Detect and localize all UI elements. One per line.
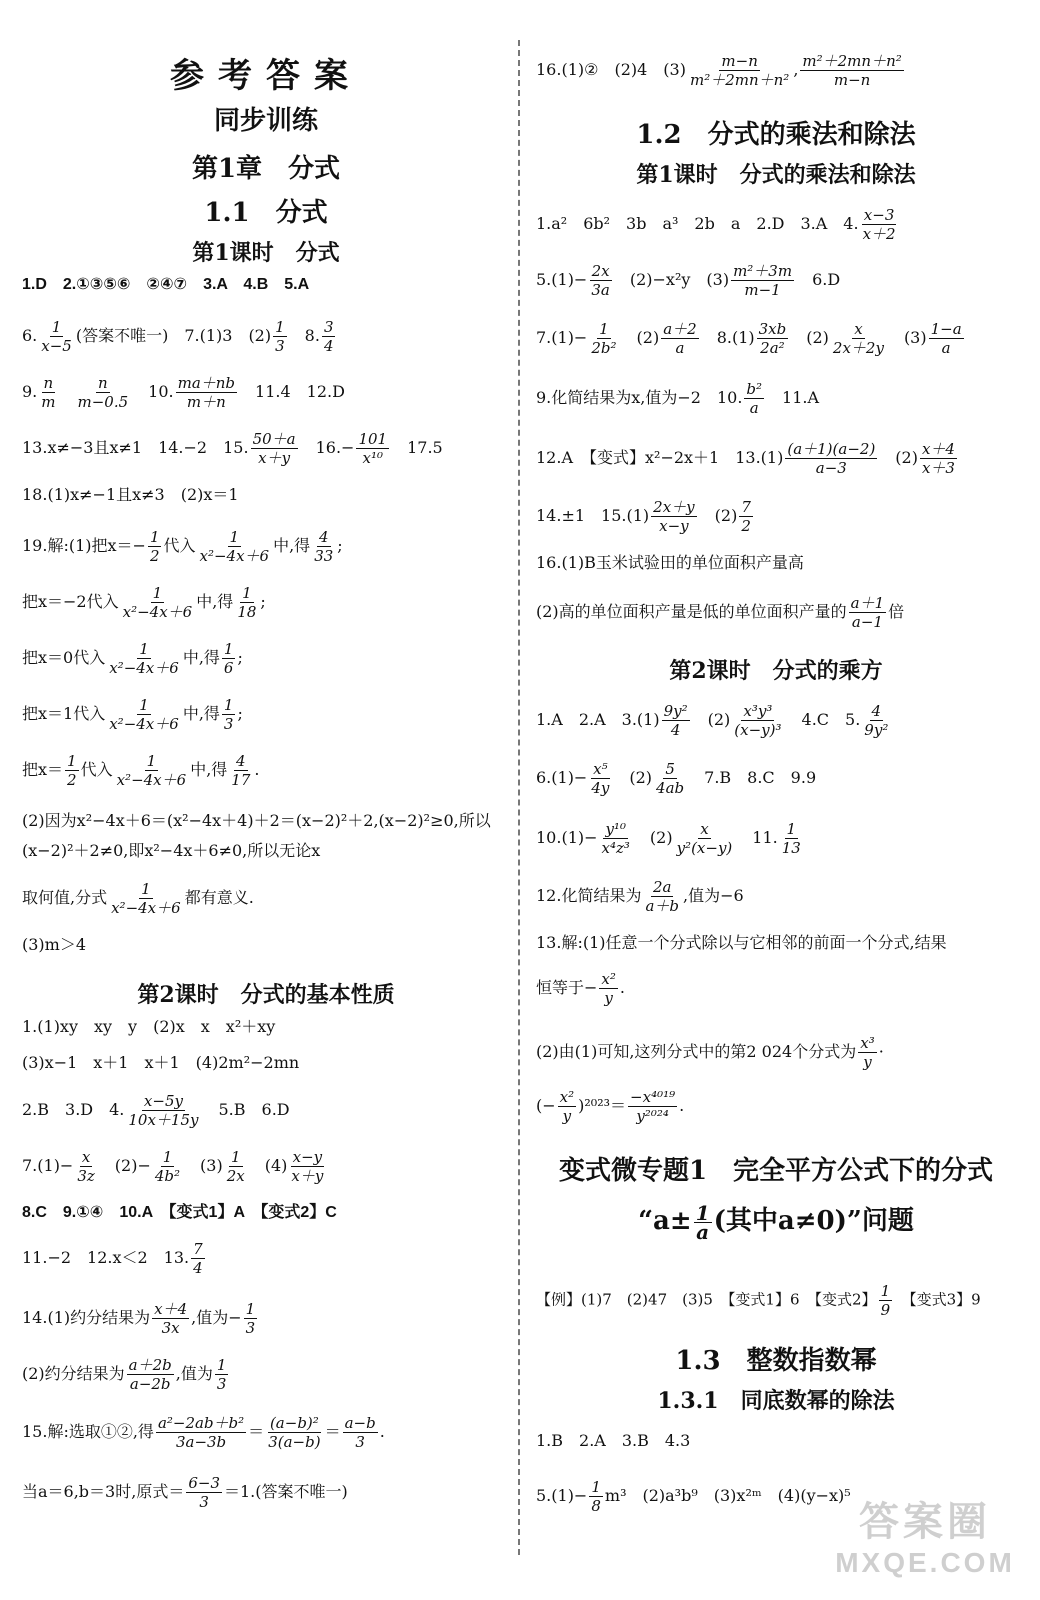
answer-line: 取何值,分式 $\frac{1}{\text{x²−4x＋6}}$ 都有意义. bbox=[22, 880, 254, 917]
answer-line: (2)高的单位面积产量是低的单位面积产量的 $\frac{a+1}{a-1}$ 倍 bbox=[536, 594, 905, 631]
fraction: $\frac{\text{m²＋2mn＋n²}}{m-n}$ bbox=[802, 52, 902, 89]
page-title: 参考答案 bbox=[170, 56, 362, 96]
fraction: $\frac{\text{(a−b)²}}{3(a-b)}$ bbox=[268, 1414, 321, 1451]
fraction: $\frac{7}{2}$ bbox=[741, 498, 751, 535]
fraction: $\frac{1}{3}$ bbox=[275, 318, 285, 355]
fraction: $\frac{a+1}{a-1}$ bbox=[850, 594, 885, 631]
fraction: $\frac{\text{y¹⁰}}{\text{x⁴z³}}$ bbox=[601, 820, 630, 857]
fraction: $\frac{n}{m}$ bbox=[41, 374, 56, 411]
fraction: $\frac{\text{x³}}{y}$ bbox=[860, 1034, 875, 1071]
answer-line: 9.化简结果为x,值为−2 10. $\frac{\text{b²}}{a}$ 11.A bbox=[536, 380, 820, 417]
answer-line: (3)m＞4 bbox=[22, 935, 87, 954]
fraction: $\frac{5}{4ab}$ bbox=[656, 760, 685, 797]
answer-line: (2)由(1)可知,这列分式中的第2 024个分式为 $\frac{\text{x³}}{y}$ · bbox=[536, 1034, 884, 1071]
fraction: $\frac{\text{x²}}{y}$ bbox=[601, 970, 616, 1007]
fraction: $\frac{1}{6}$ bbox=[223, 640, 234, 677]
column-divider bbox=[518, 40, 520, 1555]
fraction: $\frac{n}{m-0.5}$ bbox=[77, 374, 129, 411]
answer-line: 16.(1)B玉米试验田的单位面积产量高 bbox=[536, 553, 804, 572]
fraction: $\frac{x}{3z}$ bbox=[77, 1148, 95, 1185]
fraction: $\frac{\text{x⁵}}{4y}$ bbox=[591, 760, 610, 797]
fraction: $\frac{1}{13}$ bbox=[781, 820, 801, 857]
lesson-title: 第2课时 分式的乘方 bbox=[669, 658, 883, 684]
fraction: $\frac{1}{18}$ bbox=[237, 584, 257, 621]
fraction: $\frac{a+2}{a}$ bbox=[663, 320, 697, 357]
fraction: $\frac{1}{\text{x²−4x＋6}}$ bbox=[116, 752, 187, 789]
fraction: $\frac{4}{33}$ bbox=[314, 528, 334, 565]
fraction: $\frac{1}{2}$ bbox=[149, 528, 160, 565]
fraction: $\frac{1}{2}$ bbox=[67, 752, 77, 789]
section-title: 同步训练 bbox=[213, 106, 318, 136]
fraction: $\frac{a-b}{3}$ bbox=[344, 1414, 376, 1451]
lesson-title: 第1课时 分式 bbox=[192, 240, 340, 266]
answer-line: 当a＝6,b＝3时,原式＝ $\frac{6-3}{3}$ ＝1.(答案不唯一) bbox=[22, 1474, 348, 1511]
fraction: $\frac{1}{\text{2b²}}$ bbox=[591, 320, 617, 357]
fraction: $\frac{2x}{3a}$ bbox=[591, 262, 610, 299]
fraction: $\frac{4}{\text{9y²}}$ bbox=[864, 702, 889, 739]
fraction: $\frac{x+4}{x+3}$ bbox=[921, 440, 955, 477]
chapter-title: 第1章 分式 bbox=[191, 154, 341, 184]
subsection-title: 1.2 分式的乘法和除法 bbox=[636, 120, 916, 150]
fraction: $\frac{\text{9y²}}{4}$ bbox=[663, 702, 688, 739]
answer-line: 1.B 2.A 3.B 4.3 bbox=[536, 1431, 691, 1450]
answer-line: 16.(1)② (2)4 (3) $\frac{m-n}{\text{m²＋2mn＋n²}}$ , $\frac{\text{m²＋2mn＋n²}}{m-n}$ bbox=[536, 52, 902, 89]
answer-line: 【例】(1)7 (2)47 (3)5 【变式1】6 【变式2】 $\frac{1}{9}$ 【变式3】9 bbox=[536, 1282, 981, 1319]
fraction: $\frac{\text{x²}}{y}$ bbox=[559, 1088, 575, 1125]
fraction: $\frac{\text{a²−2ab＋b²}}{3a-3b}$ bbox=[157, 1414, 245, 1451]
answer-line: 把x＝−2代入 $\frac{1}{\text{x²−4x＋6}}$ 中,得 $\frac{1}{18}$ ; bbox=[22, 584, 266, 621]
subsection-title: 1.3 整数指数幂 bbox=[675, 1346, 877, 1376]
answer-line: 1.(1)xy xy y (2)x x x²＋xy bbox=[22, 1017, 276, 1036]
answer-line: 5.(1)− $\frac{1}{8}$ m³ (2)a³b⁹ (3)x²ᵐ (4)(y−x)⁵ bbox=[536, 1478, 851, 1515]
fraction: $\frac{1}{2x}$ bbox=[226, 1148, 245, 1185]
answer-line: 1.a² 6b² 3b a³ 2b a 2.D 3.A 4. $\frac{x-3}{x+2}$ bbox=[536, 206, 896, 243]
answer-line: 13.解:(1)任意一个分式除以与它相邻的前面一个分式,结果 bbox=[536, 933, 947, 952]
fraction: $\frac{1-a}{a}$ bbox=[930, 320, 962, 357]
fraction: $\frac{7}{4}$ bbox=[193, 1240, 203, 1277]
watermark-logo: 答案圈 MXQE.COM bbox=[835, 1500, 1015, 1578]
fraction: $\frac{3xb}{\text{2a²}}$ bbox=[758, 320, 787, 357]
answer-line: 把x＝1代入 $\frac{1}{\text{x²−4x＋6}}$ 中,得 $\frac{1}{3}$ ; bbox=[22, 696, 243, 733]
fraction: $\frac{1}{\text{x²−4x＋6}}$ bbox=[111, 880, 181, 917]
answer-line: (− $\frac{\text{x²}}{y}$ )²⁰²³＝ $\frac{\text{−x⁴⁰¹⁹}}{\text{y²⁰²⁴}}$ . bbox=[536, 1088, 685, 1125]
answer-line: 7.(1)− $\frac{x}{3z}$ (2)− $\frac{1}{\text{4b²}}$ (3) $\frac{1}{2x}$ (4) $\frac{x-y}{x+y}$ bbox=[22, 1148, 324, 1185]
answer-line: 14.(1)约分结果为 $\frac{x+4}{3x}$ ,值为− $\frac{1}{3}$ bbox=[22, 1300, 256, 1337]
answer-line: 6.(1)− $\frac{\text{x⁵}}{4y}$ (2) $\frac{5}{4ab}$ 7.B 8.C 9.9 bbox=[536, 760, 817, 797]
fraction: $\frac{3}{4}$ bbox=[323, 318, 334, 355]
answer-line: 6. $\frac{1}{x-5}$ (答案不唯一) 7.(1)3 (2) $\frac{1}{3}$ 8. $\frac{3}{4}$ bbox=[22, 318, 334, 355]
fraction: $\frac{\text{−x⁴⁰¹⁹}}{\text{y²⁰²⁴}}$ bbox=[630, 1088, 676, 1125]
fraction: $\frac{m-n}{\text{m²＋2mn＋n²}}$ bbox=[689, 52, 790, 89]
answer-line: 2.B 3.D 4. $\frac{x-5y}{10x+15y}$ 5.B 6.D bbox=[22, 1092, 290, 1129]
answer-line: 1.D 2.①③⑤⑥ ②④⑦ 3.A 4.B 5.A bbox=[22, 276, 310, 293]
answer-paragraph: (2)因为x²−4x＋6＝(x²−4x＋4)＋2＝(x−2)²＋2,(x−2)²≥0,所以(x−2)²＋2≠0,即x²−4x＋6≠0,所以无论x bbox=[22, 811, 491, 860]
fraction: $\frac{50+a}{x+y}$ bbox=[252, 430, 296, 467]
answer-line: 13.x≠−3且x≠1 14.−2 15. $\frac{50+a}{x+y}$ 16.− $\frac{101}{\text{x¹⁰}}$ 17.5 bbox=[22, 430, 443, 467]
subsection-title: 1.3.1 同底数幂的除法 bbox=[657, 1388, 895, 1414]
lesson-title: 第2课时 分式的基本性质 bbox=[137, 982, 395, 1008]
answer-line: (3)x−1 x＋1 x＋1 (4)2m²−2mn bbox=[22, 1053, 300, 1072]
fraction: $\frac{101}{\text{x¹⁰}}$ bbox=[358, 430, 388, 467]
fraction: $\frac{1}{3}$ bbox=[245, 1300, 256, 1337]
answer-line: (2)约分结果为 $\frac{a+2b}{a-2b}$ ,值为 $\frac{1}{3}$ bbox=[22, 1356, 227, 1393]
answer-line: 8.C 9.①④ 10.A 【变式1】A 【变式2】C bbox=[22, 1204, 337, 1221]
answer-line: 14.±1 15.(1) $\frac{2x+y}{x-y}$ (2) $\frac{7}{2}$ bbox=[536, 498, 751, 535]
fraction: $\frac{2a}{a+b}$ bbox=[645, 878, 679, 915]
answer-line: 1.A 2.A 3.(1) $\frac{\text{9y²}}{4}$ (2) $\frac{\text{x³y³}}{\text{(x−y)³}}$ 4.C 5. $\frac{4}{\text{9y²}}$ bbox=[536, 702, 889, 739]
fraction: $\frac{a+2b}{a-2b}$ bbox=[128, 1356, 172, 1393]
special-topic-title: 变式微专题1 完全平方公式下的分式 bbox=[558, 1156, 994, 1186]
fraction: $\frac{x-y}{x+y}$ bbox=[291, 1148, 324, 1185]
fraction: $\frac{x-5y}{10x+15y}$ bbox=[128, 1092, 199, 1129]
fraction: $\frac{\text{m²＋3m}}{m-1}$ bbox=[733, 262, 793, 299]
answer-line: 12.化简结果为 $\frac{2a}{a+b}$ ,值为−6 bbox=[536, 878, 744, 915]
answer-line: 9. $\frac{n}{m}$ $\frac{n}{m-0.5}$ 10. $\frac{ma+nb}{m+n}$ 11.4 12.D bbox=[22, 374, 345, 411]
fraction: $\frac{x+4}{3x}$ bbox=[154, 1300, 188, 1337]
fraction: $\frac{4}{17}$ bbox=[231, 752, 251, 789]
fraction: $\frac{1}{\text{x²−4x＋6}}$ bbox=[122, 584, 193, 621]
fraction: $\frac{\text{b²}}{a}$ bbox=[746, 380, 763, 417]
fraction: $\frac{1}{3}$ bbox=[223, 696, 234, 733]
fraction: $\frac{2x+y}{x-y}$ bbox=[653, 498, 695, 535]
answer-line: 把x＝ $\frac{1}{2}$ 代入 $\frac{1}{\text{x²−4x＋6}}$ 中,得 $\frac{4}{17}$ . bbox=[22, 752, 260, 789]
answer-line: 7.(1)− $\frac{1}{\text{2b²}}$ (2) $\frac{a+2}{a}$ 8.(1) $\frac{3xb}{\text{2a²}}$ (2) $\frac{x}{2x+2y}$ (3) $\frac{1-a}{a}$ bbox=[536, 320, 962, 357]
answer-line: 5.(1)− $\frac{2x}{3a}$ (2)−x²y (3) $\frac{\text{m²＋3m}}{m-1}$ 6.D bbox=[536, 262, 841, 299]
fraction: $\frac{x}{\text{y²(x−y)}}$ bbox=[676, 820, 733, 857]
answer-line: 恒等于− $\frac{\text{x²}}{y}$ . bbox=[536, 970, 625, 1007]
answer-line: 12.A 【变式】x²−2x＋1 13.(1) $\frac{(a+1)(a-2)}{a-3}$ (2) $\frac{x+4}{x+3}$ bbox=[536, 440, 955, 477]
lesson-title: 第1课时 分式的乘法和除法 bbox=[636, 162, 916, 188]
fraction: $\frac{1}{9}$ bbox=[880, 1282, 891, 1319]
fraction: $\frac{1}{\text{x²−4x＋6}}$ bbox=[109, 696, 179, 733]
fraction: $\frac{\text{x³y³}}{\text{(x−y)³}}$ bbox=[734, 702, 782, 739]
fraction: $\frac{x}{2x+2y}$ bbox=[832, 320, 884, 357]
fraction: $\frac{1}{\text{x²−4x＋6}}$ bbox=[109, 640, 179, 677]
fraction: $\frac{6-3}{3}$ bbox=[188, 1474, 220, 1511]
fraction: $\frac{x-3}{x+2}$ bbox=[862, 206, 896, 243]
fraction: $\frac{1}{x-5}$ bbox=[41, 318, 72, 355]
fraction: $\frac{1}{a}$ bbox=[695, 1200, 710, 1244]
fraction: $\frac{1}{\text{4b²}}$ bbox=[154, 1148, 181, 1185]
answer-line: 18.(1)x≠−1且x≠3 (2)x＝1 bbox=[22, 485, 239, 504]
fraction: $\frac{(a+1)(a-2)}{a-3}$ bbox=[787, 440, 876, 477]
answer-line: 15.解:选取①②,得 $\frac{\text{a²−2ab＋b²}}{3a-3b}$ ＝ $\frac{\text{(a−b)²}}{3(a-b)}$ ＝ $\frac{a-b}{3}$ . bbox=[22, 1414, 385, 1451]
fraction: $\frac{1}{\text{x²−4x＋6}}$ bbox=[199, 528, 270, 565]
answer-line: 19.解:(1)把x＝− $\frac{1}{2}$ 代入 $\frac{1}{\text{x²−4x＋6}}$ 中,得 $\frac{4}{33}$ ; bbox=[22, 528, 343, 565]
fraction: $\frac{1}{8}$ bbox=[591, 1478, 601, 1515]
answer-line: 把x＝0代入 $\frac{1}{\text{x²−4x＋6}}$ 中,得 $\frac{1}{6}$ ; bbox=[22, 640, 243, 677]
fraction: $\frac{ma+nb}{m+n}$ bbox=[177, 374, 236, 411]
answer-line: 10.(1)− $\frac{\text{y¹⁰}}{\text{x⁴z³}}$ (2) $\frac{x}{\text{y²(x−y)}}$ 11. $\frac{1}{13}$ bbox=[536, 820, 801, 857]
answer-line: 11.−2 12.x＜2 13. $\frac{7}{4}$ bbox=[22, 1240, 203, 1277]
special-topic-subtitle: “a± $\frac{1}{a}$ (其中a≠0)”问题 bbox=[638, 1200, 914, 1244]
subsection-title: 1.1 分式 bbox=[204, 198, 328, 228]
fraction: $\frac{1}{3}$ bbox=[216, 1356, 227, 1393]
